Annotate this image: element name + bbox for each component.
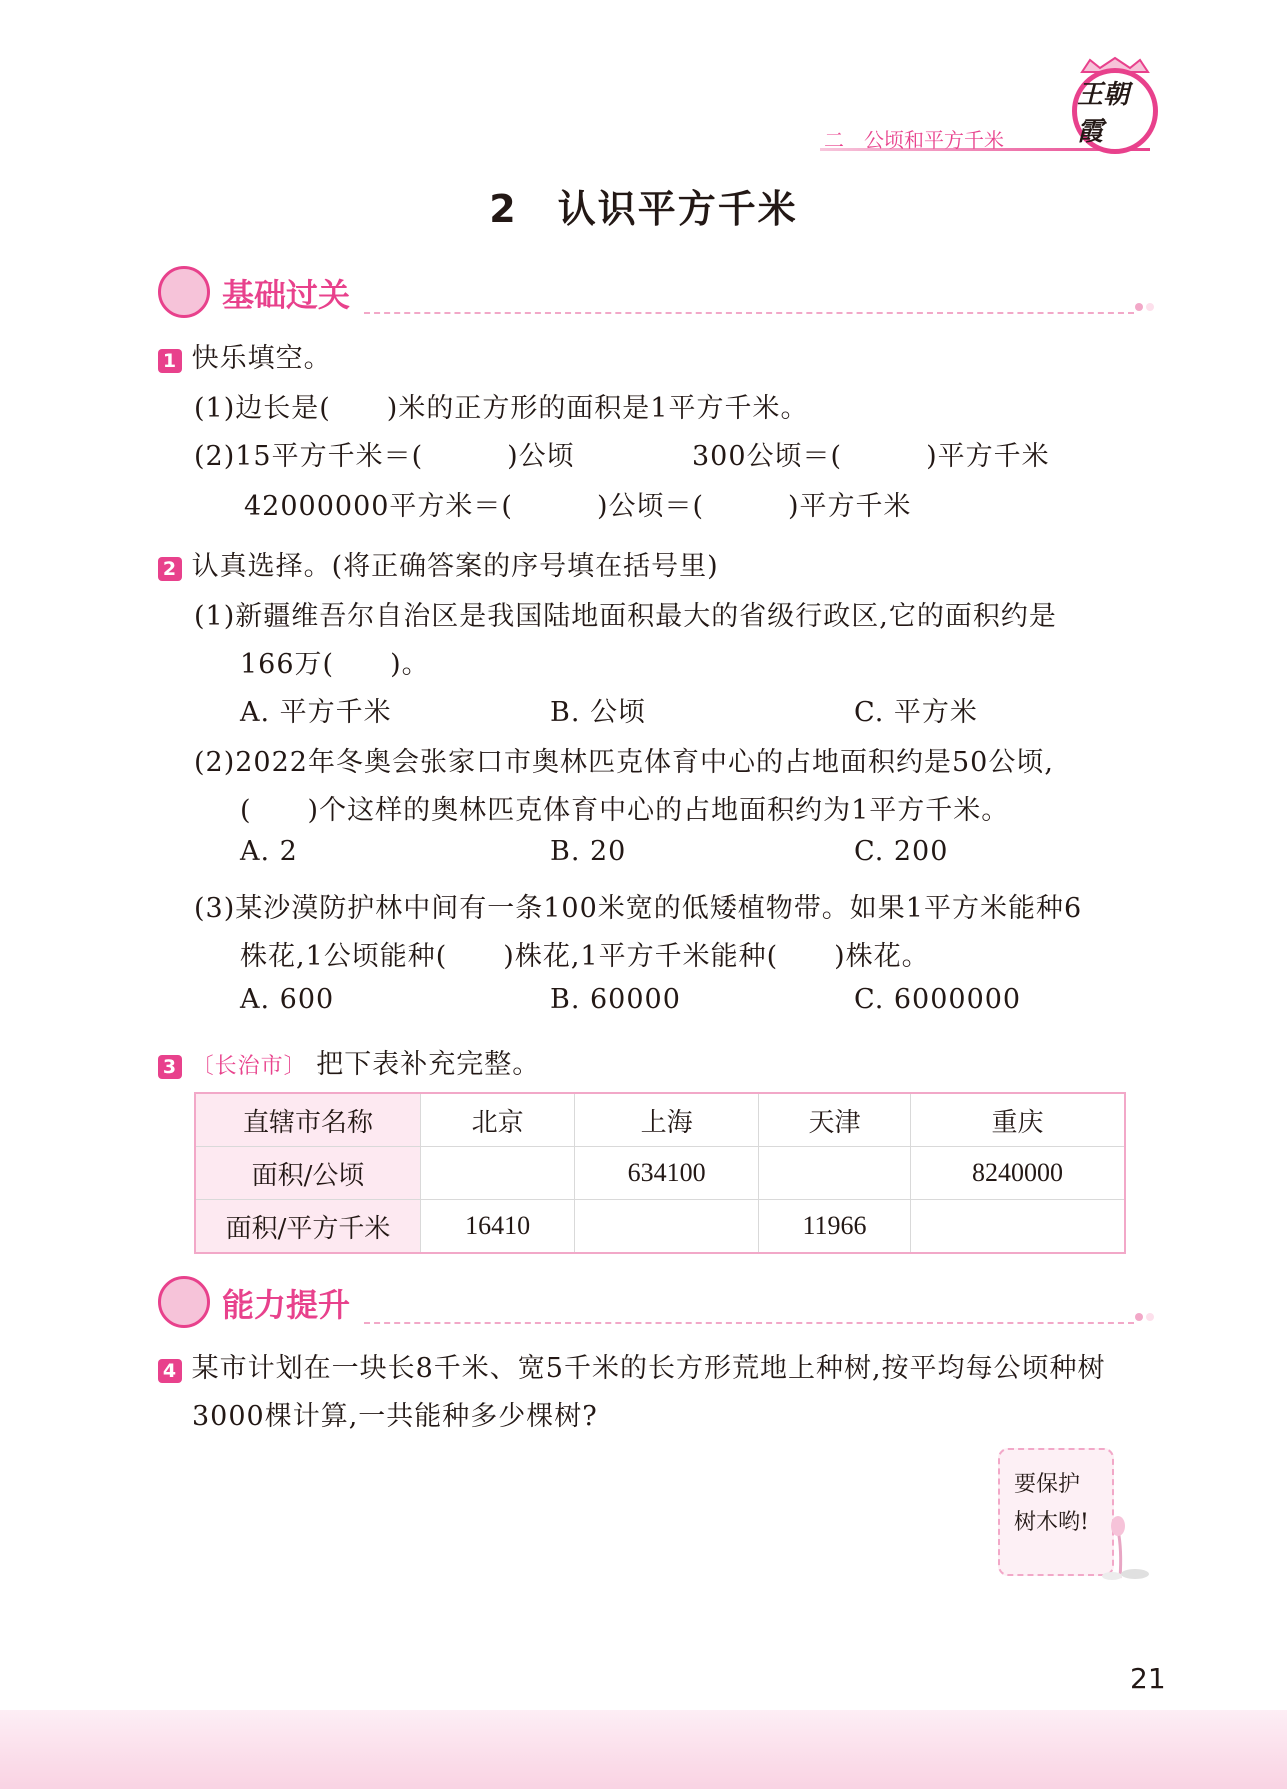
table-row [195, 1093, 1125, 1147]
table-cell: 上海 [575, 1093, 759, 1147]
table-cell: 天津 [759, 1093, 911, 1147]
q1-line-1: (1)边长是( )米的正方形的面积是1平方千米。 [194, 393, 809, 424]
q2-part3-option-b: B. 60000 [550, 984, 681, 1015]
brand-logo-text: 王朝霞 [1077, 80, 1130, 147]
q2-part1-line1: (1)新疆维吾尔自治区是我国陆地面积最大的省级行政区,它的面积约是 [194, 601, 1057, 632]
brand-logo [1072, 68, 1158, 154]
q2-part2-option-b: B. 20 [550, 836, 627, 867]
question-1-title [158, 336, 332, 375]
q2-part3-line1: (3)某沙漠防护林中间有一条100米宽的低矮植物带。如果1平方米能种6 [194, 893, 1083, 924]
table-row [195, 1147, 1125, 1200]
q2-part1-option-a: A. 平方千米 [240, 697, 392, 728]
area-table [194, 1092, 1126, 1254]
dots-ornament-icon [1134, 1312, 1156, 1322]
q2-part3-option-c: C. 6000000 [854, 984, 1022, 1015]
q2-part3-option-a: A. 600 [240, 984, 335, 1015]
table-cell: 16410 [421, 1200, 575, 1254]
question-number: 1 [158, 349, 182, 373]
table-cell-blank [911, 1200, 1125, 1254]
section-divider [364, 312, 1134, 314]
question-2-title [158, 544, 719, 583]
q2-part2-option-a: A. 2 [240, 836, 298, 867]
table-cell: 直辖市名称 [195, 1093, 421, 1147]
question-text: 认真选择。(将正确答案的序号填在括号里) [191, 551, 719, 582]
chapter-label: 二 公顷和平方千米 [824, 128, 1004, 152]
q2-part2-line2: ( )个这样的奥林匹克体育中心的占地面积约为1平方千米。 [240, 795, 1010, 826]
question-4-line2: 3000棵计算,一共能种多少棵树? [192, 1401, 598, 1432]
note-line-1: 要保护 [1014, 1472, 1081, 1497]
flower-icon [1100, 1500, 1160, 1580]
table-cell: 面积/平方千米 [195, 1200, 421, 1254]
q2-part1-option-b: B. 公顷 [550, 697, 647, 728]
table-cell: 重庆 [911, 1093, 1125, 1147]
source-tag: 〔长治市〕 [191, 1054, 307, 1079]
page-title: 2 认识平方千米 [489, 187, 798, 231]
q1-line-2a: (2)15平方千米＝( )公顷 [194, 441, 575, 472]
q1-line-2b: 300公顷＝( )平方千米 [692, 441, 1050, 472]
question-number: 4 [158, 1359, 182, 1383]
question-3-title [158, 1042, 540, 1081]
table-cell-blank [421, 1147, 575, 1200]
question-number: 2 [158, 557, 182, 581]
question-text: 快乐填空。 [191, 343, 332, 374]
question-text: 某市计划在一块长8千米、宽5千米的长方形荒地上种树,按平均每公顷种树 [191, 1353, 1106, 1384]
table-cell: 北京 [421, 1093, 575, 1147]
section-basic-title: 基础过关 [222, 276, 351, 314]
section-advanced-title: 能力提升 [222, 1286, 351, 1324]
table-row [195, 1200, 1125, 1254]
table-cell: 634100 [575, 1147, 759, 1200]
note-line-2: 树木哟! [1014, 1510, 1089, 1535]
question-4-line1 [158, 1346, 1106, 1385]
table-cell: 11966 [759, 1200, 911, 1254]
reminder-note [998, 1448, 1114, 1576]
question-number: 3 [158, 1055, 182, 1079]
q1-line-3: 42000000平方米＝( )公顷＝( )平方千米 [244, 491, 912, 522]
cartoon-girl-icon [158, 266, 210, 318]
q2-part3-line2: 株花,1公顷能种( )株花,1平方千米能种( )株花。 [240, 941, 930, 972]
q2-part2-option-c: C. 200 [854, 836, 949, 867]
q2-part2-line1: (2)2022年冬奥会张家口市奥林匹克体育中心的占地面积约是50公顷, [194, 747, 1054, 778]
q2-part1-line2: 166万( )。 [240, 649, 430, 680]
table-cell: 面积/公顷 [195, 1147, 421, 1200]
table-cell: 8240000 [911, 1147, 1125, 1200]
page-number: 21 [1130, 1662, 1166, 1695]
table-cell-blank [575, 1200, 759, 1254]
cartoon-teacher-icon [158, 1276, 210, 1328]
section-divider [364, 1322, 1134, 1324]
question-text: 把下表补充完整。 [316, 1049, 541, 1080]
dots-ornament-icon [1134, 302, 1156, 312]
table-cell-blank [759, 1147, 911, 1200]
q2-part1-option-c: C. 平方米 [854, 697, 978, 728]
footer-band [0, 1710, 1287, 1789]
